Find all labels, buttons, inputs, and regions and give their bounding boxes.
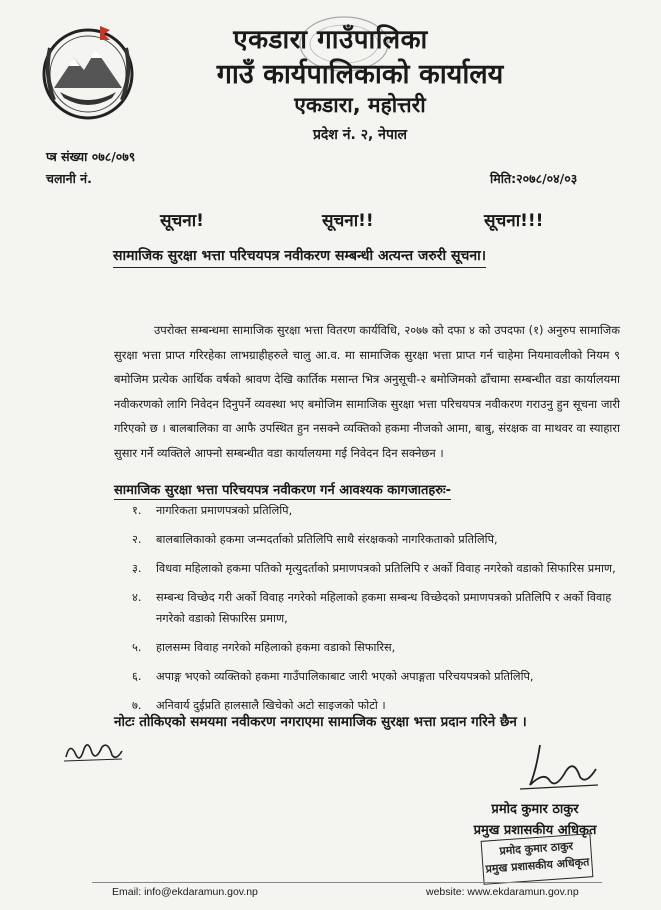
letter-date: मिति:२०७८/०४/०३: [490, 171, 578, 186]
letter-number: प्त्र संख्या ०७८/०७९: [46, 149, 136, 164]
notice-heading-3: सूचना!!!: [484, 211, 544, 231]
office-title-line1: एकडारा गाउँपालिका: [233, 25, 428, 55]
notice-heading-1: सूचना!: [160, 211, 204, 231]
list-item: ३. विधवा महिलाको हकमा पतिको मृत्युदर्ताको प्रमाणपत्रको प्रतिलिपि र अर्को विवाह नगरेको वडाको सिफारिस प्रमाण,: [132, 562, 616, 575]
list-item: १. नागरिकता प्रमाणपत्रको प्रतिलिपि,: [132, 504, 293, 517]
list-item: ६. अपाङ्ग भएको व्यक्तिको हकमा गाउँपालिकाबाट जारी भएको अपाङ्गता परिचयपत्रको प्रतिलिपि,: [132, 670, 534, 683]
name-stamp: प्रमोद कुमार ठाकुर प्रमुख प्रशासकीय अधिकृत: [481, 833, 594, 885]
province-line: प्रदेश नं. २, नेपाल: [312, 127, 408, 143]
initials-signature-icon: [62, 737, 126, 765]
dispatch-number: चलानी नं.: [46, 171, 92, 186]
list-item: २. बालबालिकाको हकमा जन्मदर्ताको प्रतिलिपि साथै संरक्षकको नागरिकताको प्रतिलिपि,: [132, 533, 498, 546]
footer-email: Email: info@ekdaramun.gov.np: [112, 886, 258, 898]
notice-note: नोटः तोकिएको समयमा नवीकरण नगराएमा सामाजिक सुरक्षा भत्ता प्रदान गरिने छैन ।: [114, 714, 527, 730]
list-item: ४. सम्बन्ध विच्छेद गरी अर्को विवाह नगरेको महिलाको हकमा सम्बन्ध विच्छेदको प्रमाणपत्रको प्रतिलिपि र अर्को विवाह नगरेको वडाको सिफारिस प्रमाण,: [132, 591, 612, 625]
list-item: ५. हालसम्म विवाह नगरेको महिलाको हकमा वडाको सिफारिस,: [132, 641, 396, 654]
body-paragraph: उपरोक्त सम्बन्धमा सामाजिक सुरक्षा भत्ता वितरण कार्यविधि, २०७७ को दफा ४ को उपदफा (१) अनुरुप सामाजिक सुरक्षा भत्ता प्राप्त गरिरहेका लाभग्राहीहरुले चालु आ.व. मा सामाजिक सुरक्षा भत्ता प्राप्त गर्न चाहेमा नियमावलीको नियम ९ बमोजिम प्रत्येक आर्थिक वर्षको श्रावण देखि कार्तिक मसान्त भित्र अनुसूची-२ बमोजिमको ढाँचामा सम्बन्धीत वडा कार्यालयमा नवीकरणको लागि निवेदन दिनुपर्ने व्यवस्था भए बमोजिम सामाजिक सुरक्षा भत्ता परिचयपत्र नवीकरण गराउनु हुन सूचना जारी गरिएको छ । बालबालिका वा आफै उपस्थित हुन नसक्ने व्यक्तिको हकमा नीजको आमा, बाबु, संरक्षक वा माथवर वा स्याहारा सुसार गर्ने व्यक्तिले आफ्नो सम्बन्धीत वडा कार्यालयमा गई निवेदन दिन सक्नेछन ।: [114, 323, 620, 460]
signatory-name: प्रमोद कुमार ठाकुर: [491, 802, 579, 817]
documents-list: [132, 500, 622, 724]
office-title-line2: गाउँ कार्यपालिकाको कार्यालय: [216, 59, 504, 90]
notice-subject: सामाजिक सुरक्षा भत्ता परिचयपत्र नवीकरण सम्बन्धी अत्यन्त जरुरी सूचना।: [113, 246, 486, 268]
footer-divider: [92, 882, 602, 883]
footer-website: website: www.ekdaramun.gov.np: [426, 886, 579, 898]
officer-signature-icon: [500, 741, 608, 797]
office-location: एकडारा, महोत्तरी: [294, 93, 426, 117]
notice-heading-2: सूचना!!: [322, 211, 374, 231]
signatory-designation: प्रमुख प्रशासकीय अधिकृत: [473, 823, 597, 838]
list-item: ७. अनिवार्य दुईप्रति हालसालै खिचेको अटो साइजको फोटो ।: [132, 699, 386, 712]
documents-heading: सामाजिक सुरक्षा भत्ता परिचयपत्र नवीकरण गर्न आवश्यक कागजातहरुः-: [114, 480, 451, 500]
notice-body: [114, 318, 620, 466]
